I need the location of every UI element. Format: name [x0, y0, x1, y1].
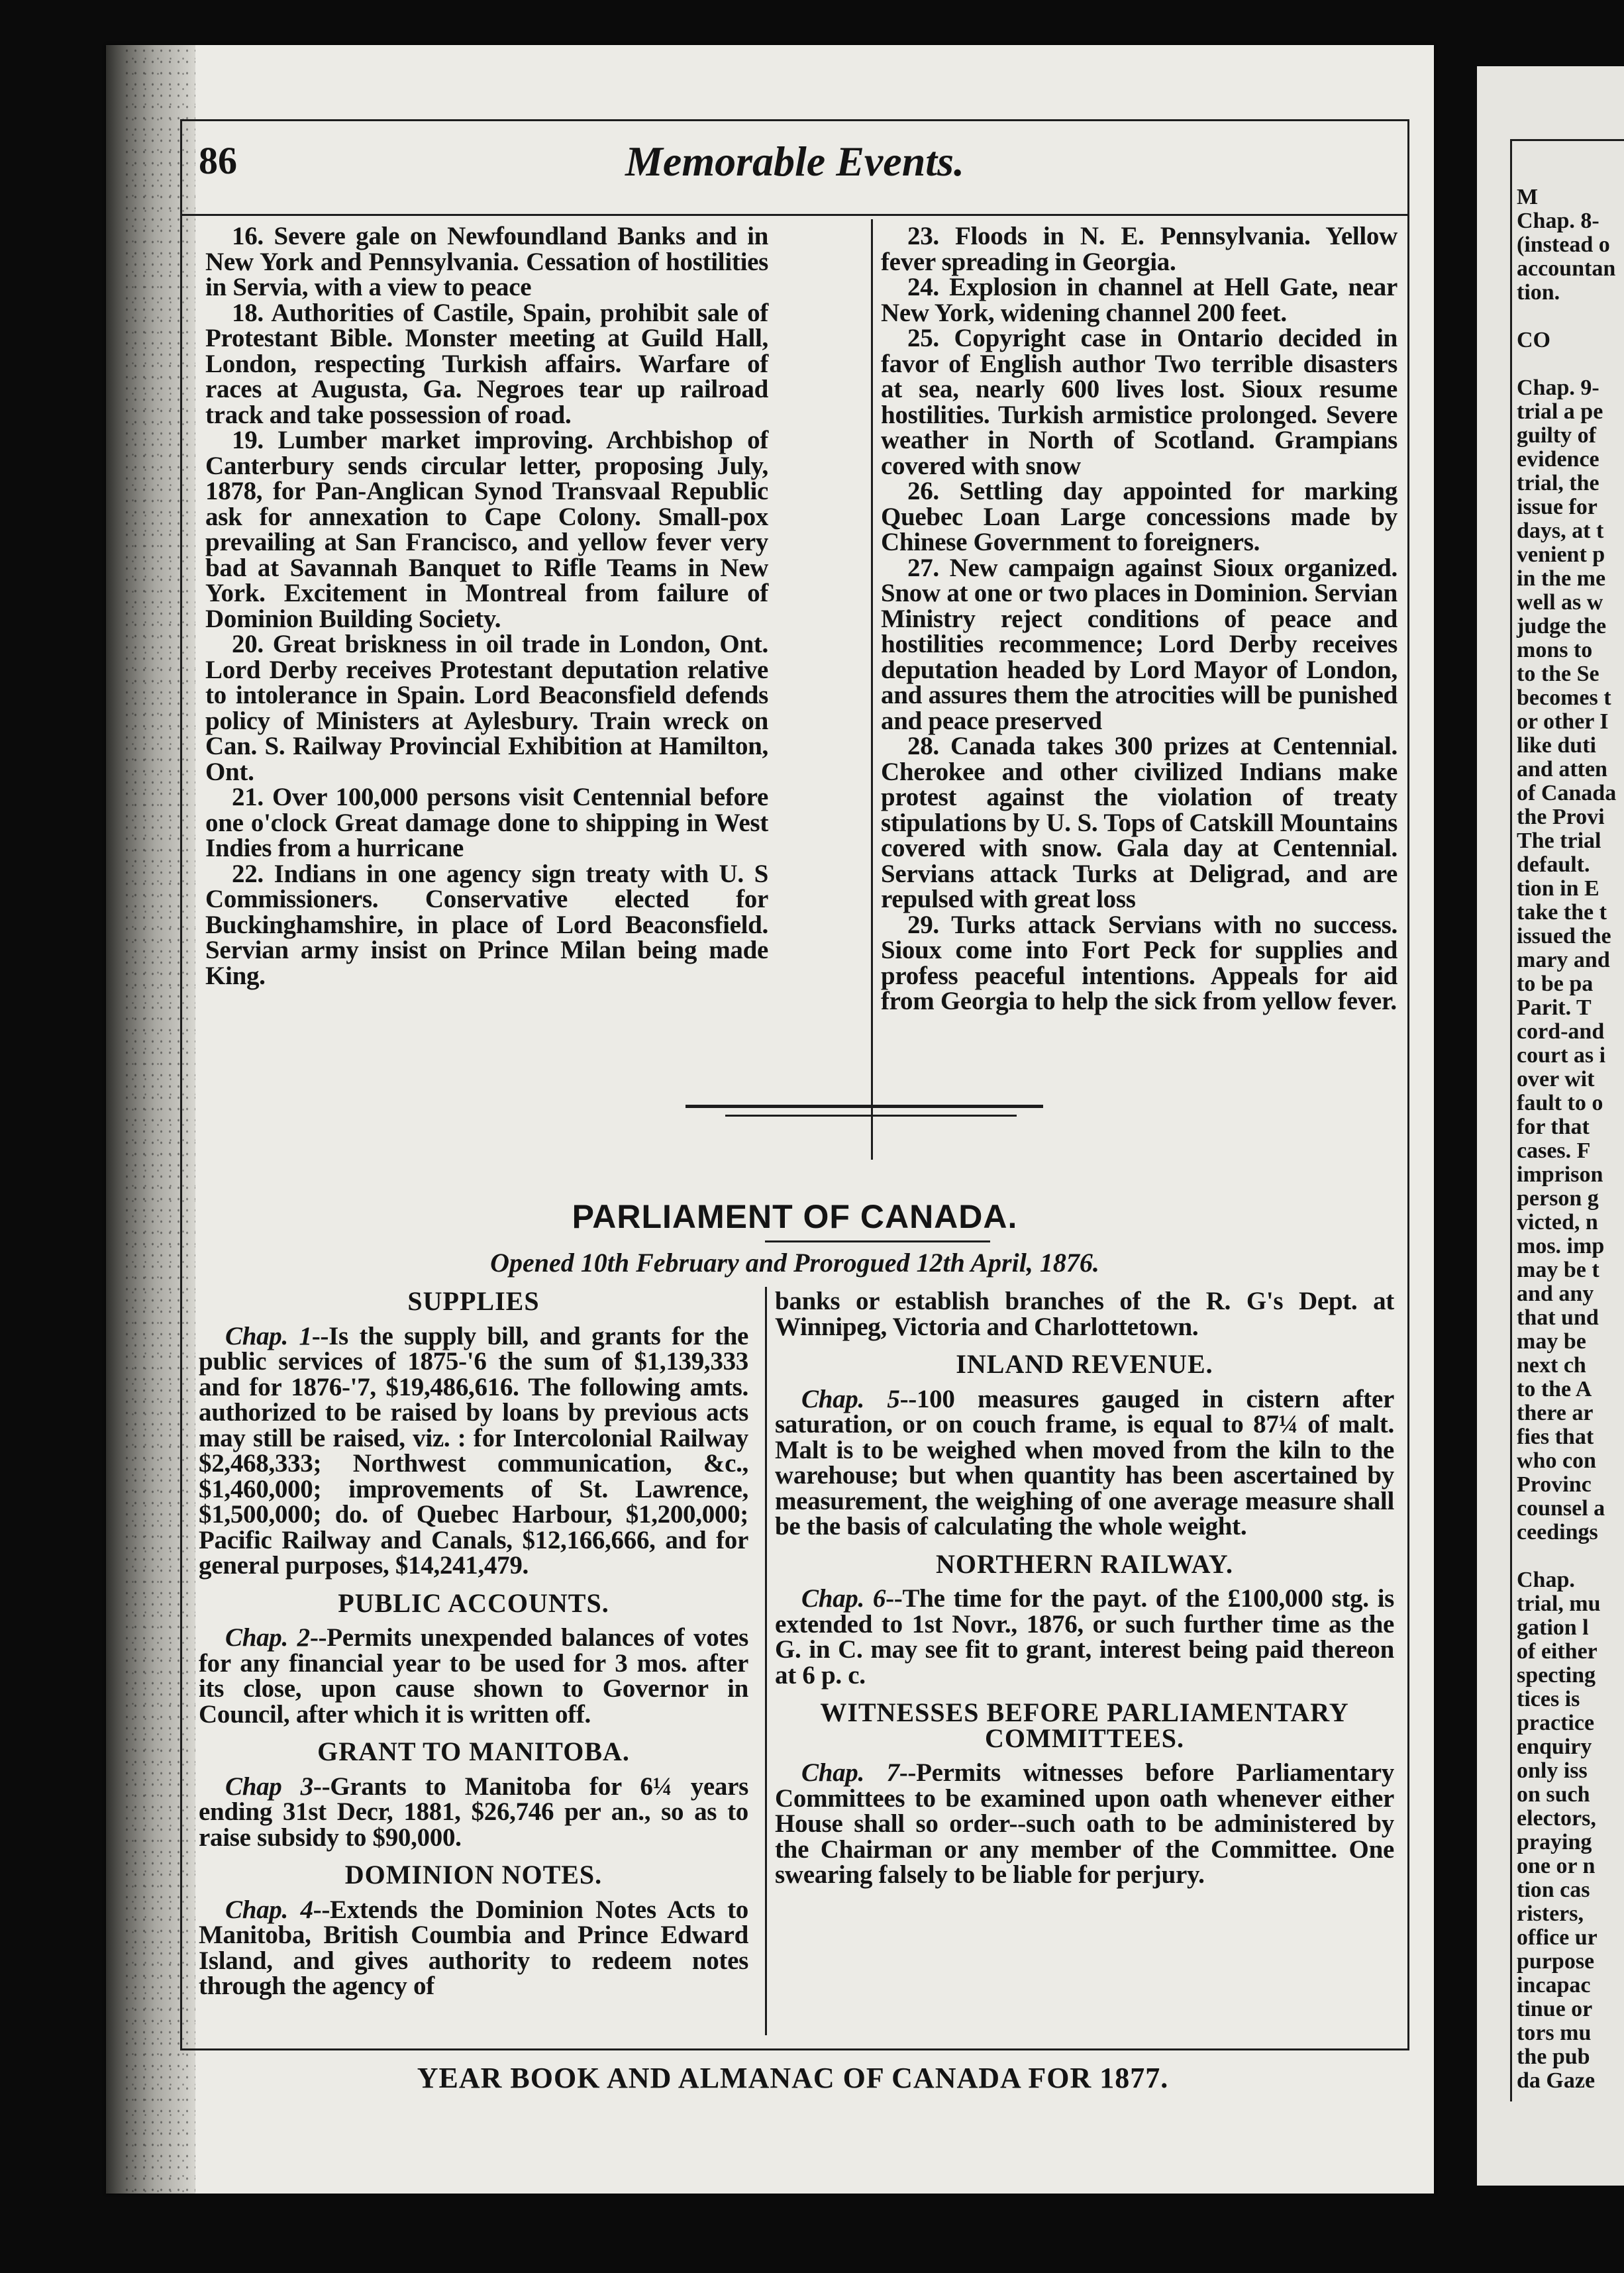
adjacent-page-line: trial, mu [1517, 1591, 1601, 1616]
act-chap-6 [775, 1586, 1394, 1688]
chap-4-label: Chap. 4 [225, 1895, 313, 1924]
adjacent-page-line: mos. imp [1517, 1234, 1605, 1258]
adjacent-page-line: fault to o [1517, 1091, 1603, 1115]
chap-5-text: --100 measures gauged in cistern after saturation, or on couch frame, is equal to 87¼ of malt. Malt is to be weighed when moved from the kiln to the warehouse; but when quantity has been ascertained by measurement, the weighing of one average measure shall be the basis of calculating the whole weight. [775, 1384, 1395, 1541]
parliament-subtitle: Opened 10th February and Prorogued 12th April, 1876. [490, 1248, 1099, 1278]
adjacent-page-line: trial, the [1517, 471, 1599, 495]
chap-4-text: --Extends the Dominion Notes Acts to Manitoba, British Coumbia and Prince Edward Island, and gives authority to redeem notes through the agency of [199, 1895, 748, 2000]
adjacent-page-line: default. [1517, 852, 1590, 877]
adjacent-page-line: the Provi [1517, 805, 1605, 829]
adjacent-page-line: may be t [1517, 1258, 1599, 1282]
adjacent-page-line: judge the [1517, 614, 1607, 638]
chap-1-label: Chap. 1 [225, 1321, 312, 1350]
adjacent-page-line: and atten [1517, 757, 1607, 782]
event-entry: 29. Turks attack Servians with no success. Sioux come into Fort Peck for supplies and profess peaceful intentions. Appeals for aid from Georgia to help the sick from yellow fever. [881, 910, 1397, 1015]
page-footer: YEAR BOOK AND ALMANAC OF CANADA FOR 1877. [417, 2062, 1169, 2094]
adjacent-page-line: tion cas [1517, 1878, 1590, 1902]
adjacent-page-line: office ur [1517, 1925, 1598, 1950]
manitoba-heading: GRANT TO MANITOBA. [317, 1737, 630, 1766]
act-chap-4 [199, 1897, 748, 1999]
adjacent-page-line: like duti [1517, 733, 1596, 758]
northern-railway-heading: NORTHERN RAILWAY. [935, 1548, 1234, 1579]
chap-3-text: --Grants to Manitoba for 6¼ years ending 31st Decr, 1881, $26,746 per an., so as to raise subsidy to $90,000. [199, 1772, 749, 1852]
adjacent-page-line: praying [1517, 1830, 1592, 1854]
adjacent-page-line: enquiry [1517, 1735, 1592, 1759]
event-entry: 20. Great briskness in oil trade in London, Ont. Lord Derby receives Protestant deputation relative to intolerance in Spain. Lord Beaconsfield defends policy of Ministers at Aylesbury. Train wreck on Can. S. Railway Provincial Exhibition at Hamilton, Ont. [205, 630, 768, 786]
chap-3-label: Chap 3 [225, 1772, 313, 1801]
adjacent-page-line: on such [1517, 1782, 1590, 1807]
adjacent-page-line: tion. [1517, 280, 1560, 305]
adjacent-page-line: to be pa [1517, 972, 1594, 996]
adjacent-page-line: venient p [1517, 542, 1605, 567]
chap-7-label: Chap. 7 [801, 1758, 899, 1787]
adjacent-page-line: issue for [1517, 495, 1598, 519]
supplies-heading: SUPPLIES [407, 1286, 540, 1316]
adjacent-page-line: imprison [1517, 1162, 1603, 1187]
adjacent-page-line: becomes t [1517, 685, 1611, 710]
inland-revenue-heading: INLAND REVENUE. [956, 1349, 1213, 1379]
adjacent-page-line: CO [1517, 328, 1550, 352]
adjacent-page-line: may be [1517, 1329, 1586, 1354]
act-chap-2 [199, 1625, 748, 1727]
event-entry: 27. New campaign against Sioux organized. Snow at one or two places in Dominion. Servian Ministry reject conditions of peace and hostilities recommence; Lord Derby receives deputation headed by Lord Mayor of London, and assures them the atrocities will be punished and peace preserved [881, 553, 1397, 735]
event-entry: 18. Authorities of Castile, Spain, prohibit sale of Protestant Bible. Monster meeting at Guild Hall, London, respecting Turkish affairs. Warfare of races at Augusta, Ga. Negroes tear up railroad track and take possession of road. [205, 298, 768, 429]
adjacent-page-line: who con [1517, 1448, 1596, 1473]
act-chap-7 [775, 1760, 1394, 1888]
event-entry: 24. Explosion in channel at Hell Gate, near New York, widening channel 200 feet. [881, 273, 1397, 327]
adjacent-page-line: da Gaze [1517, 2068, 1596, 2093]
adjacent-page-line: next ch [1517, 1353, 1586, 1378]
event-entry: 21. Over 100,000 persons visit Centennial before one o'clock Great damage done to shipping in West Indies from a hurricane [205, 783, 768, 862]
chap-5-label: Chap. 5 [801, 1384, 900, 1413]
adjacent-page-line: incapac [1517, 1973, 1591, 1997]
adjacent-page-line: risters, [1517, 1901, 1584, 1926]
adjacent-page-line: Chap. [1517, 1568, 1575, 1592]
chap-1-text: --Is the supply bill, and grants for the public services of 1875-'6 the sum of $1,139,333 and for 1876-'7, $19,486,616. The following amts. authorized to be raised by loans by previous acts may still be raised, viz. : for Intercolonial Railway $2,468,333; Northwest communication, &c., $1,460,000; improvements of St. Lawrence, $1,500,000; do. of Quebec Harbour, $1,200,000; Pacific Railway and Canals, $12,166,666, and for general purposes, $14,241,479. [199, 1321, 748, 1580]
running-title: Memorable Events. [625, 138, 964, 185]
adjacent-page-line: guilty of [1517, 423, 1596, 448]
event-entry: 23. Floods in N. E. Pennsylvania. Yellow fever spreading in Georgia. [881, 222, 1397, 276]
adjacent-page-line: one or n [1517, 1854, 1596, 1878]
adjacent-page-line: tinue or [1517, 1997, 1593, 2021]
adjacent-page-line: The trial [1517, 829, 1601, 853]
event-entry: 25. Copyright case in Ontario decided in favor of English author Two terrible disasters at sea, nearly 600 lives lost. Sioux resume hostilities. Turkish armistice prolonged. Severe weather in North of Scotland. Grampians covered with snow [881, 324, 1397, 480]
adjacent-page-line: specting [1517, 1663, 1596, 1688]
adjacent-page-line: in the me [1517, 566, 1606, 591]
event-entry: 28. Canada takes 300 prizes at Centennial. Cherokee and other civilized Indians make protest against the violation of treaty stipulations by U. S. Tops of Catskill Mountains covered with snow. Gala day at Centennial. Servians attack Turks at Deligrad, and are repulsed with great loss [881, 732, 1397, 913]
column-rule-bottom [765, 1287, 767, 2035]
adjacent-page-text [1517, 185, 1624, 2093]
adjacent-page-line: tors mu [1517, 2021, 1592, 2045]
adjacent-page-line: and any [1517, 1282, 1594, 1306]
adjacent-page-line: the pub [1517, 2045, 1590, 2069]
act-chap-1 [199, 1321, 748, 1580]
page-frame [180, 119, 1409, 2050]
adjacent-page-line: M [1517, 185, 1539, 209]
events-column-left [205, 224, 768, 989]
adjacent-page-line: fies that [1517, 1425, 1594, 1449]
adjacent-page-line: (instead o [1517, 232, 1610, 257]
adjacent-page-line: to the A [1517, 1377, 1592, 1401]
adjacent-page-line: that und [1517, 1305, 1599, 1330]
chap-6-text: --The time for the payt. of the £100,000 stg. is extended to 1st Novr., 1876, or such further time as the G. in C. may see fit to grant, interest being paid thereon at 6 p. c. [775, 1584, 1394, 1690]
column-rule-top [871, 219, 873, 1160]
adjacent-page-line: days, at t [1517, 519, 1604, 543]
adjacent-page-line: take the t [1517, 900, 1607, 925]
adjacent-page-line: issued the [1517, 924, 1611, 948]
adjacent-page-line: Provinc [1517, 1472, 1592, 1497]
adjacent-page-line: only iss [1517, 1758, 1588, 1783]
adjacent-page-line [1517, 352, 1624, 376]
chap-6-label: Chap. 6 [801, 1584, 886, 1613]
section-separator [685, 1105, 1043, 1108]
adjacent-page-line: trial a pe [1517, 399, 1603, 424]
adjacent-page-line: counsel a [1517, 1496, 1605, 1521]
adjacent-page [1477, 66, 1624, 2186]
chap-2-text: --Permits unexpended balances of votes for any financial year to be used for 3 mos. after its close, upon cause shown to Governor in Council, after which it is written off. [199, 1623, 748, 1729]
adjacent-page-line: Parit. T [1517, 995, 1592, 1020]
adjacent-page-line: Chap. 9- [1517, 376, 1599, 400]
page-number: 86 [199, 139, 237, 182]
adjacent-page-line: for that [1517, 1115, 1590, 1139]
event-entry: 19. Lumber market improving. Archbishop of Canterbury sends circular letter, proposing July, 1878, for Pan-Anglican Synod Transvaal Republic ask for annexation to Cape Colony. Small-pox prevailing at San Francisco, and yellow fever very bad at Savannah Banquet to Rifle Teams in New York. Excitement in Montreal from failure of Dominion Building Society. [205, 426, 768, 633]
public-accounts-heading: PUBLIC ACCOUNTS. [338, 1588, 609, 1618]
adjacent-page-line: to the Se [1517, 662, 1599, 686]
adjacent-page-line: mons to [1517, 638, 1593, 662]
acts-column-left [199, 1277, 748, 2003]
witnesses-heading: WITNESSES BEFORE PARLIAMENTARY COMMITTEES. [820, 1697, 1349, 1753]
adjacent-page-line: Chap. 8- [1517, 209, 1599, 233]
events-column-right [881, 224, 1397, 1015]
adjacent-page-line: there ar [1517, 1401, 1594, 1425]
page-header [182, 121, 1407, 216]
adjacent-page-line: accountan [1517, 256, 1616, 281]
adjacent-page-line: victed, n [1517, 1210, 1598, 1235]
chap-2-label: Chap. 2 [225, 1623, 310, 1652]
parliament-title-rule [765, 1240, 990, 1242]
event-entry: 16. Severe gale on Newfoundland Banks and in New York and Pennsylvania. Cessation of hostilities in Servia, with a view to peace [205, 222, 768, 301]
adjacent-page-line [1517, 1544, 1624, 1568]
chap-7-text: --Permits witnesses before Parliamentary Committees to be examined upon oath whenever either House shall so order--such oath to be administered by the Chairman or any member of the Committee. One swearing falsely to be liable for perjury. [775, 1758, 1394, 1889]
adjacent-page-line: cord-and [1517, 1019, 1605, 1044]
adjacent-page-line: of Canada [1517, 781, 1617, 805]
acts-column-right [775, 1277, 1394, 1892]
adjacent-page-line: tion in E [1517, 876, 1599, 901]
adjacent-page-line: mary and [1517, 948, 1610, 972]
chap-4-continued: banks or establish branches of the R. G's Dept. at Winnipeg, Victoria and Charlottetown. [775, 1287, 1394, 1341]
adjacent-page-line [1517, 305, 1624, 328]
adjacent-page-line: over wit [1517, 1067, 1595, 1091]
event-entry: 26. Settling day appointed for marking Quebec Loan Large concessions made by Chinese Government to foreigners. [881, 477, 1397, 556]
adjacent-page-line: person g [1517, 1186, 1599, 1211]
adjacent-page-line: or other I [1517, 709, 1609, 734]
dominion-notes-heading: DOMINION NOTES. [344, 1860, 603, 1890]
act-chap-3 [199, 1774, 748, 1851]
adjacent-page-line: court as i [1517, 1043, 1606, 1068]
adjacent-page-line: tices is [1517, 1687, 1580, 1711]
adjacent-page-line: well as w [1517, 590, 1603, 615]
section-separator-thin [725, 1115, 1017, 1117]
adjacent-page-line: evidence [1517, 447, 1599, 472]
parliament-title: PARLIAMENT OF CANADA. [572, 1198, 1018, 1235]
adjacent-page-line: practice [1517, 1711, 1595, 1735]
event-entry: 22. Indians in one agency sign treaty with U. S Commissioners. Conservative elected for Buckinghamshire, in place of Lord Beaconsfield. Servian army insist on Prince Milan being made King. [205, 859, 768, 990]
adjacent-page-line: ceedings [1517, 1520, 1598, 1544]
act-chap-5 [775, 1384, 1395, 1541]
adjacent-page-line: cases. F [1517, 1138, 1591, 1163]
adjacent-page-line: of either [1517, 1639, 1598, 1664]
adjacent-page-line: gation l [1517, 1615, 1589, 1640]
adjacent-page-line: purpose [1517, 1949, 1595, 1974]
adjacent-page-line: electors, [1517, 1806, 1596, 1831]
